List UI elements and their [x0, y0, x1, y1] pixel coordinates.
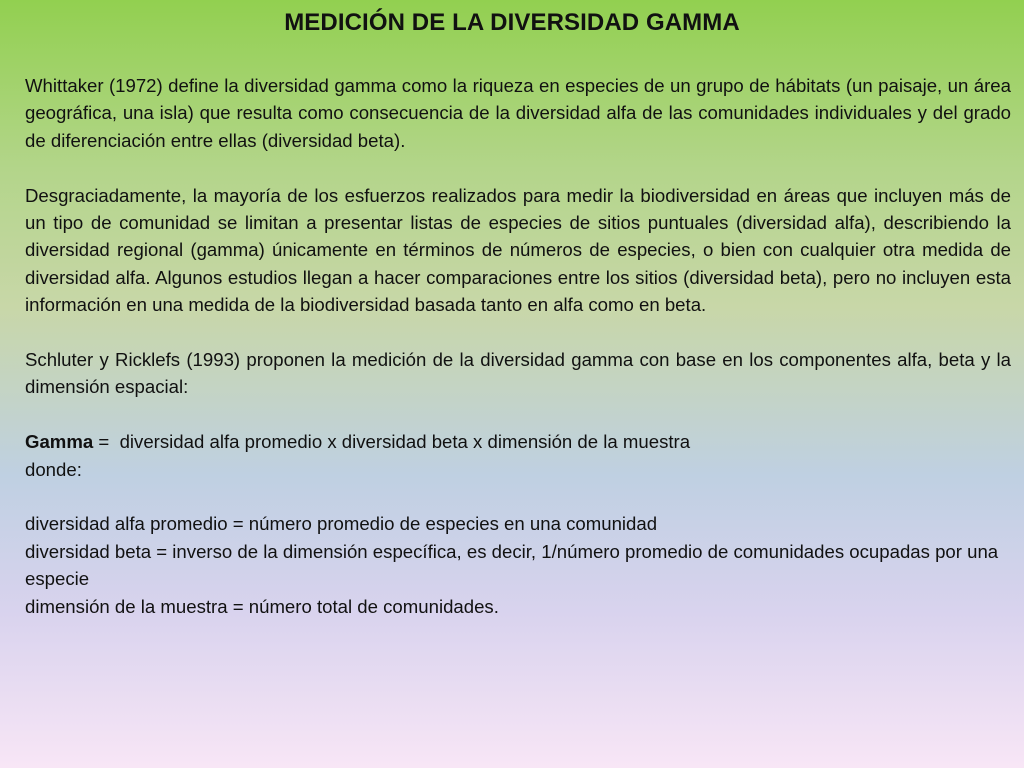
definitions-list: [25, 510, 1011, 620]
paragraph-desgraciadamente: Desgraciadamente, la mayoría de los esfuerzos realizados para medir la biodiversidad en áreas que incluyen más de un tipo de comunidad se limitan a presentar listas de especies de sitios puntuales (diversidad alfa), describiendo la diversidad regional (gamma) únicamente en términos de números de especies, o bien con cualquier otra medida de diversidad alfa. Algunos estudios llegan a hacer comparaciones entre los sitios (diversidad beta), pero no incluyen esta información en una medida de la biodiversidad basada tanto en alfa como en beta.: [25, 184, 1011, 316]
page-title: MEDICIÓN DE LA DIVERSIDAD GAMMA: [284, 9, 740, 36]
formula-label: Gamma: [25, 431, 94, 453]
paragraph-schluter: Schluter y Ricklefs (1993) proponen la medición de la diversidad gamma con base en los componentes alfa, beta y la dimensión espacial:: [25, 349, 1011, 398]
spacer: [25, 483, 1011, 510]
gamma-formula: [25, 428, 1011, 483]
definition-dimension: dimensión de la muestra = número total de comunidades.: [25, 595, 499, 617]
slide-body: [25, 72, 1011, 620]
formula-where: donde:: [25, 458, 82, 480]
definition-alfa: diversidad alfa promedio = número promedio de especies en una comunidad: [25, 513, 658, 535]
definition-beta: diversidad beta = inverso de la dimensión específica, es decir, 1/número promedio de comunidades ocupadas por una especie: [25, 540, 999, 590]
formula-expression: = diversidad alfa promedio x diversidad beta x dimensión de la muestra: [93, 431, 691, 453]
paragraph-whittaker: Whittaker (1972) define la diversidad gamma como la riqueza en especies de un grupo de hábitats (un paisaje, un área geográfica, una isla) que resulta como consecuencia de la diversidad alfa de las comunidades individuales y del grado de diferenciación entre ellas (diversidad beta).: [25, 75, 1011, 151]
formula-line: [25, 428, 1011, 455]
